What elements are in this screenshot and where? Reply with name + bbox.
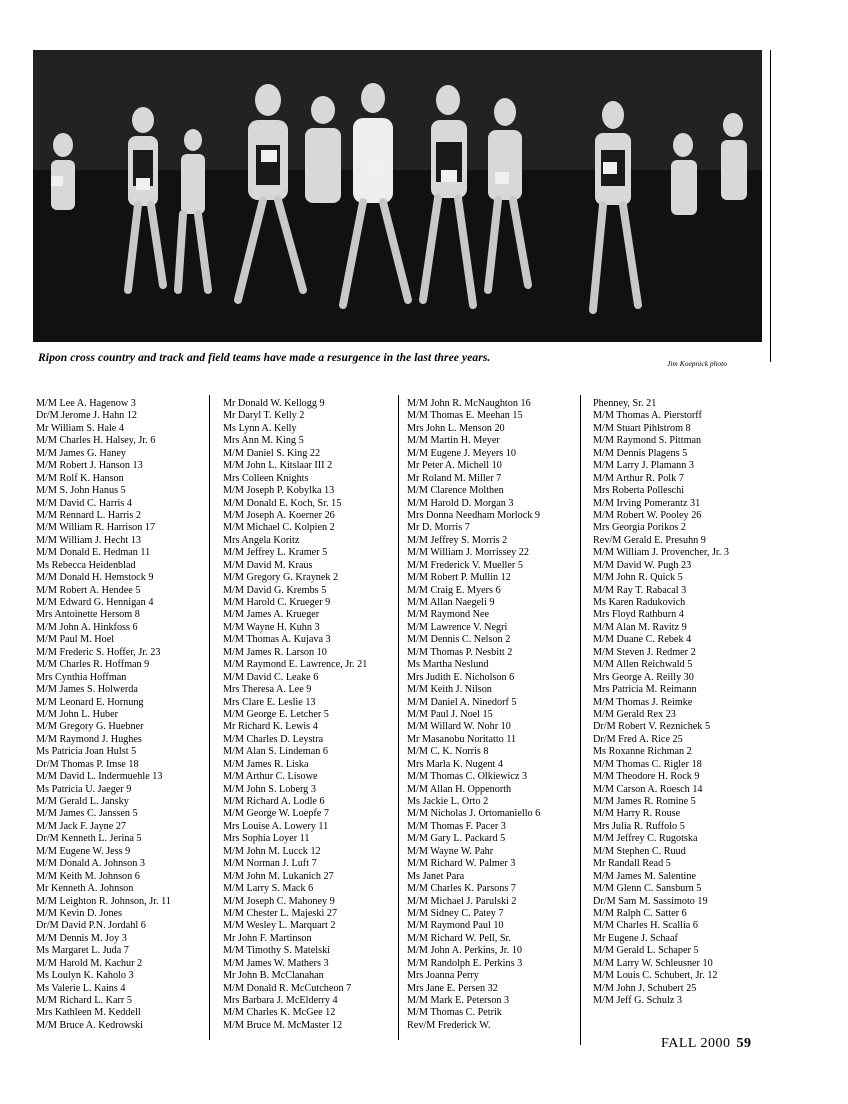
donor-entry: M/M Chester L. Majeski 27 xyxy=(223,907,338,919)
donor-entry: M/M Leonard E. Hornung xyxy=(36,696,144,708)
donor-entry: M/M Dennis M. Joy 3 xyxy=(36,932,127,944)
donor-entry: M/M Mark E. Peterson 3 xyxy=(407,995,510,1006)
donor-entry: M/M Wesley L. Marquart 2 xyxy=(223,920,336,932)
donor-entry: M/M Donald A. Johnson 3 xyxy=(36,858,145,870)
donor-entry: Mrs Cynthia Hoffman xyxy=(36,671,127,683)
donor-entry: M/M Irving Pomerantz 31 xyxy=(593,497,701,509)
donor-entry: Mrs Marla K. Nugent 4 xyxy=(407,758,503,770)
donor-entry: M/M Alan S. Lindeman 6 xyxy=(223,746,328,758)
donor-entry: M/M Richard W. Palmer 3 xyxy=(407,858,516,870)
donor-entry: M/M Daniel S. King 22 xyxy=(223,447,321,459)
donor-entry: M/M Louis C. Schubert, Jr. 12 xyxy=(593,970,718,982)
donor-entry: M/M Larry S. Mack 6 xyxy=(223,883,314,895)
donor-entry: Mr Daryl T. Kelly 2 xyxy=(223,410,305,422)
donor-entry: M/M James A. Krueger xyxy=(223,609,320,621)
donor-entry: M/M Charles R. Hoffman 9 xyxy=(36,659,150,671)
donor-entry: Mrs Ann M. King 5 xyxy=(223,435,304,447)
donor-entry: M/M Kevin D. Jones xyxy=(36,907,123,919)
donor-entry: M/M Robert W. Pooley 26 xyxy=(593,509,702,521)
donor-entry: Mrs Kathleen M. Keddell xyxy=(36,1007,141,1019)
donor-entry: M/M David L. Indermuehle 13 xyxy=(36,771,163,783)
donor-entry: M/M Raymond J. Hughes xyxy=(36,733,142,745)
donor-entry: Rev/M Frederick W. xyxy=(407,1019,491,1031)
donor-entry: M/M Gregory G. Kraynek 2 xyxy=(223,572,339,584)
donor-list-column-4 xyxy=(593,398,729,1007)
donor-entry: M/M James W. Mathers 3 xyxy=(223,957,329,969)
donor-entry: M/M Richard A. Lodle 6 xyxy=(223,796,325,807)
donor-entry: M/M James R. Liska xyxy=(223,758,309,770)
donor-entry: M/M Raymond Paul 10 xyxy=(407,920,504,932)
donor-entry: M/M Gerald L. Jansky xyxy=(36,796,129,807)
donor-entry: Mr John F. Martinson xyxy=(223,932,312,944)
donor-entry: M/M John M. Lucck 12 xyxy=(223,845,321,857)
donor-entry: M/M Duane C. Rebek 4 xyxy=(593,634,692,646)
donor-entry: M/M John A. Hinkfoss 6 xyxy=(36,621,138,633)
donor-entry: M/M Bruce M. McMaster 12 xyxy=(223,1019,343,1031)
donor-entry: Dr/M David P.N. Jordahl 6 xyxy=(36,920,146,932)
donor-entry: M/M Gerald Rex 23 xyxy=(593,708,676,720)
donor-entry: Mrs Floyd Rathburn 4 xyxy=(593,609,684,621)
donor-entry: M/M Robert A. Hendee 5 xyxy=(36,584,141,596)
donor-entry: M/M Rennard L. Harris 2 xyxy=(36,509,141,521)
donor-entry: Phenney, Sr. 21 xyxy=(593,398,657,409)
donor-entry: M/M Timothy S. Matelski xyxy=(223,945,330,957)
donor-entry: M/M Raymond Nee xyxy=(407,609,490,621)
donor-entry: Ms Patricia U. Jaeger 9 xyxy=(36,783,132,795)
donor-entry: M/M Arthur C. Lisowe xyxy=(223,771,318,783)
donor-entry: M/M Gary L. Packard 5 xyxy=(407,833,506,845)
donor-entry: Mr Richard K. Lewis 4 xyxy=(223,721,318,733)
donor-list-column-3 xyxy=(407,398,540,1032)
donor-entry: Mrs Louise A. Lowery 11 xyxy=(223,820,329,832)
donor-entry: Mrs Theresa A. Lee 9 xyxy=(223,684,312,696)
donor-entry: M/M Charles H. Scallia 6 xyxy=(593,920,698,932)
donor-entry: Ms Patricia Joan Hulst 5 xyxy=(36,746,137,758)
donor-entry: Mr William S. Hale 4 xyxy=(36,422,124,434)
donor-entry: M/M John R. McNaughton 16 xyxy=(407,398,531,409)
donor-entry: M/M Michael C. Kolpien 2 xyxy=(223,522,335,534)
issue-label: FALL 2000 xyxy=(661,1036,731,1051)
donor-entry: M/M Thomas C. Rigler 18 xyxy=(593,758,702,770)
donor-entry: Mrs Barbara J. McElderry 4 xyxy=(223,995,338,1006)
donor-entry: M/M Leighton R. Johnson, Jr. 11 xyxy=(36,895,171,907)
donor-entry: M/M Martin H. Meyer xyxy=(407,435,500,447)
donor-entry: Ms Janet Para xyxy=(407,870,465,882)
donor-entry: Mrs Antoinette Hersom 8 xyxy=(36,609,140,621)
donor-entry: Mrs Donna Needham Morlock 9 xyxy=(407,509,540,521)
donor-entry: M/M George E. Letcher 5 xyxy=(223,708,329,720)
runners-photo-illustration xyxy=(33,50,762,342)
donor-entry: Mrs Julia R. Ruffolo 5 xyxy=(593,820,685,832)
photo-side-rule xyxy=(770,50,771,362)
donor-entry: M/M John R. Quick 5 xyxy=(593,572,683,584)
donor-entry: M/M Sidney C. Patey 7 xyxy=(407,907,504,919)
photo-caption: Ripon cross country and track and field teams have made a resurgence in the last three years. xyxy=(38,352,491,364)
donor-entry: Ms Valerie L. Kains 4 xyxy=(36,982,126,994)
donor-entry: M/M Stuart Pihlstrom 8 xyxy=(593,422,691,434)
donor-entry: Ms Loulyn K. Kaholo 3 xyxy=(36,970,134,982)
donor-entry: Mr Roland M. Miller 7 xyxy=(407,472,502,484)
donor-entry: M/M Allan Naegeli 9 xyxy=(407,597,495,608)
donor-entry: M/M Glenn C. Sansburn 5 xyxy=(593,883,702,895)
donor-entry: M/M C. K. Norris 8 xyxy=(407,746,489,758)
donor-entry: M/M Dennis C. Nelson 2 xyxy=(407,634,511,646)
donor-entry: M/M David C. Leake 6 xyxy=(223,671,319,683)
donor-entry: M/M Willard W. Nohr 10 xyxy=(407,721,511,733)
donor-entry: Mrs Roberta Polleschi xyxy=(593,485,685,497)
donor-entry: Dr/M Sam M. Sassimoto 19 xyxy=(593,895,708,907)
donor-entry: M/M Keith J. Nilson xyxy=(407,684,492,696)
donor-entry: M/M Arthur R. Polk 7 xyxy=(593,472,684,484)
donor-entry: Ms Lynn A. Kelly xyxy=(223,422,297,434)
donor-entry: M/M Donald R. McCutcheon 7 xyxy=(223,982,352,994)
donor-entry: M/M Wayne W. Pahr xyxy=(407,845,494,857)
photo-credit: Jim Koepnick photo xyxy=(667,359,727,368)
donor-entry: M/M Keith M. Johnson 6 xyxy=(36,870,140,882)
donor-entry: Mr Eugene J. Schaaf xyxy=(593,932,678,944)
donor-entry: Dr/M Jerome J. Hahn 12 xyxy=(36,410,138,422)
donor-entry: M/M Eugene J. Meyers 10 xyxy=(407,447,516,459)
donor-entry: M/M Norman J. Luft 7 xyxy=(223,858,317,870)
column-divider xyxy=(398,395,399,1040)
donor-entry: Mr Peter A. Michell 10 xyxy=(407,460,502,472)
donor-entry: M/M Thomas E. Meehan 15 xyxy=(407,410,523,422)
donor-list-column-2 xyxy=(223,398,367,1032)
donor-entry: M/M Harold M. Kachur 2 xyxy=(36,957,143,969)
donor-entry: M/M Raymond E. Lawrence, Jr. 21 xyxy=(223,659,368,671)
donor-list-column-1 xyxy=(36,398,171,1032)
donor-entry: M/M John L. Kitslaar III 2 xyxy=(223,460,333,472)
donor-entry: M/M Wayne H. Kuhn 3 xyxy=(223,621,320,633)
donor-entry: M/M John A. Perkins, Jr. 10 xyxy=(407,945,522,957)
donor-entry: Mr Donald W. Kellogg 9 xyxy=(223,398,325,409)
donor-entry: M/M Ray T. Rabacal 3 xyxy=(593,584,687,596)
donor-entry: M/M James C. Janssen 5 xyxy=(36,808,138,820)
donor-entry: M/M David C. Harris 4 xyxy=(36,497,132,509)
column-divider xyxy=(580,395,581,1045)
donor-entry: M/M William J. Provencher, Jr. 3 xyxy=(593,547,729,559)
donor-entry: M/M Frederic S. Hoffer, Jr. 23 xyxy=(36,646,161,658)
donor-entry: M/M Stephen C. Ruud xyxy=(593,845,686,857)
donor-entry: M/M Alan M. Ravitz 9 xyxy=(593,621,687,633)
donor-entry: M/M Harry R. Rouse xyxy=(593,808,681,820)
donor-entry: Mrs Colleen Knights xyxy=(223,472,309,484)
donor-entry: Mrs John L. Menson 20 xyxy=(407,422,505,434)
donor-entry: Dr/M Robert V. Reznichek 5 xyxy=(593,721,711,733)
donor-entry: M/M Gregory G. Huebner xyxy=(36,721,144,733)
donor-entry: M/M Thomas J. Reimke xyxy=(593,696,693,708)
donor-entry: Ms Jackie L. Orto 2 xyxy=(407,796,489,807)
donor-entry: M/M Harold D. Morgan 3 xyxy=(407,497,514,509)
donor-entry: Mrs Clare E. Leslie 13 xyxy=(223,696,316,708)
donor-entry: M/M Gerald L. Schaper 5 xyxy=(593,945,699,957)
donor-entry: M/M Richard W. Pell, Sr. xyxy=(407,932,511,944)
donor-entry: M/M Dennis Plagens 5 xyxy=(593,447,688,459)
donor-entry: M/M Frederick V. Mueller 5 xyxy=(407,559,523,571)
donor-entry: M/M Clarence Molthen xyxy=(407,485,504,497)
donor-entry: M/M Carson A. Roesch 14 xyxy=(593,783,703,795)
donor-entry: Mrs Patricia M. Reimann xyxy=(593,684,697,696)
donor-entry: Mr Masanobu Noritatto 11 xyxy=(407,733,517,745)
donor-entry: M/M Lawrence V. Negri xyxy=(407,621,508,633)
donor-entry: Ms Rebecca Heidenblad xyxy=(36,559,136,571)
donor-entry: M/M Paul M. Hoel xyxy=(36,634,115,646)
donor-entry: Rev/M Gerald E. Presuhn 9 xyxy=(593,534,706,546)
donor-entry: M/M Allan H. Oppenorth xyxy=(407,783,512,795)
donor-entry: M/M Thomas A. Kujava 3 xyxy=(223,634,331,646)
donor-entry: M/M Daniel A. Ninedorf 5 xyxy=(407,696,517,708)
donor-entry: M/M Jeffrey L. Kramer 5 xyxy=(223,547,328,559)
donor-entry: Ms Martha Neslund xyxy=(407,659,489,671)
donor-entry: M/M John M. Lukanich 27 xyxy=(223,870,334,882)
donor-entry: M/M Joseph A. Koerner 26 xyxy=(223,509,335,521)
donor-entry: Mrs Georgia Porikos 2 xyxy=(593,522,686,534)
donor-entry: Mr D. Morris 7 xyxy=(407,522,470,534)
donor-entry: M/M Thomas P. Nesbitt 2 xyxy=(407,646,513,658)
donor-entry: M/M William J. Hecht 13 xyxy=(36,534,141,546)
donor-entry: Mr John B. McClanahan xyxy=(223,970,324,982)
donor-entry: M/M Donald E. Hedman 11 xyxy=(36,547,151,559)
donor-entry: M/M Theodore H. Rock 9 xyxy=(593,771,700,783)
donor-entry: M/M James R. Larson 10 xyxy=(223,646,327,658)
donor-entry: Mrs George A. Reilly 30 xyxy=(593,671,694,683)
donor-entry: M/M Donald H. Hemstock 9 xyxy=(36,572,154,584)
donor-entry: Mrs Sophia Loyer 11 xyxy=(223,833,310,845)
donor-entry: M/M Robert J. Hanson 13 xyxy=(36,460,143,472)
donor-entry: M/M David M. Kraus xyxy=(223,559,313,571)
donor-entry: M/M Robert P. Mullin 12 xyxy=(407,572,511,584)
donor-entry: M/M Thomas A. Pierstorff xyxy=(593,410,702,422)
runners-photo xyxy=(33,50,762,342)
donor-entry: M/M John J. Schubert 25 xyxy=(593,982,697,994)
donor-entry: M/M Jeffrey C. Rugotska xyxy=(593,833,698,845)
donor-entry: M/M Craig E. Myers 6 xyxy=(407,584,501,596)
donor-entry: M/M Richard L. Karr 5 xyxy=(36,995,132,1006)
donor-entry: M/M Charles H. Halsey, Jr. 6 xyxy=(36,435,156,447)
donor-entry: M/M Nicholas J. Ortomaniello 6 xyxy=(407,808,541,820)
donor-entry: Dr/M Kenneth L. Jerina 5 xyxy=(36,833,142,845)
donor-entry: Mrs Joanna Perry xyxy=(407,970,479,982)
donor-entry: M/M Charles K. Parsons 7 xyxy=(407,883,516,895)
donor-entry: M/M David G. Krembs 5 xyxy=(223,584,327,596)
donor-entry: M/M William R. Harrison 17 xyxy=(36,522,156,534)
donor-entry: Ms Margaret L. Juda 7 xyxy=(36,945,129,957)
donor-entry: M/M James M. Salentine xyxy=(593,870,696,882)
donor-entry: M/M Charles K. McGee 12 xyxy=(223,1007,336,1019)
donor-entry: M/M George W. Loepfe 7 xyxy=(223,808,329,820)
page-footer xyxy=(661,1036,751,1052)
donor-entry: Mr Kenneth A. Johnson xyxy=(36,883,134,895)
donor-entry: M/M Allen Reichwald 5 xyxy=(593,659,693,671)
donor-entry: M/M Donald E. Koch, Sr. 15 xyxy=(223,497,342,509)
donor-entry: M/M Randolph E. Perkins 3 xyxy=(407,957,523,969)
donor-entry: M/M Joseph C. Mahoney 9 xyxy=(223,895,335,907)
donor-entry: Dr/M Thomas P. Imse 18 xyxy=(36,758,139,770)
donor-entry: M/M John S. Loberg 3 xyxy=(223,783,316,795)
donor-entry: M/M Charles D. Leystra xyxy=(223,733,324,745)
donor-entry: Mr Randall Read 5 xyxy=(593,858,671,870)
donor-entry: M/M Larry W. Schleusner 10 xyxy=(593,957,713,969)
donor-entry: Mrs Judith E. Nicholson 6 xyxy=(407,671,515,683)
donor-entry: M/M Paul J. Noel 15 xyxy=(407,708,493,720)
donor-entry: Ms Karen Radukovich xyxy=(593,597,686,608)
donor-entry: M/M Ralph C. Satter 6 xyxy=(593,907,687,919)
donor-entry: M/M Larry J. Plamann 3 xyxy=(593,460,695,472)
donor-entry: M/M Jeffrey S. Morris 2 xyxy=(407,534,508,546)
donor-entry: Mrs Jane E. Persen 32 xyxy=(407,982,498,994)
donor-entry: M/M Lee A. Hagenow 3 xyxy=(36,398,136,409)
donor-entry: M/M William J. Morrissey 22 xyxy=(407,547,529,559)
donor-entry: M/M Bruce A. Kedrowski xyxy=(36,1019,143,1031)
donor-entry: Dr/M Fred A. Rice 25 xyxy=(593,733,683,745)
donor-entry: M/M Rolf K. Hanson xyxy=(36,472,124,484)
donor-entry: M/M S. John Hanus 5 xyxy=(36,485,126,497)
donor-entry: M/M John L. Huber xyxy=(36,708,119,720)
donor-entry: M/M Raymond S. Pittman xyxy=(593,435,702,447)
donor-entry: M/M James G. Haney xyxy=(36,447,126,459)
donor-entry: M/M Thomas F. Pacer 3 xyxy=(407,820,506,832)
donor-entry: M/M Jeff G. Schulz 3 xyxy=(593,995,682,1006)
column-divider xyxy=(209,395,210,1040)
donor-entry: M/M James S. Holwerda xyxy=(36,684,138,696)
donor-entry: M/M Thomas C. Olkiewicz 3 xyxy=(407,771,528,783)
donor-entry: M/M Edward G. Hennigan 4 xyxy=(36,597,154,608)
page-number: 59 xyxy=(736,1036,752,1051)
donor-entry: Mrs Angela Koritz xyxy=(223,534,300,546)
donor-entry: M/M David W. Pugh 23 xyxy=(593,559,692,571)
donor-entry: M/M Joseph P. Kobylka 13 xyxy=(223,485,335,497)
donor-entry: M/M Harold C. Krueger 9 xyxy=(223,597,331,608)
donor-entry: M/M James R. Romine 5 xyxy=(593,796,696,807)
donor-entry: M/M Michael J. Parulski 2 xyxy=(407,895,517,907)
donor-entry: Ms Roxanne Richman 2 xyxy=(593,746,692,758)
donor-entry: M/M Eugene W. Jess 9 xyxy=(36,845,131,857)
donor-entry: M/M Thomas C. Petrik xyxy=(407,1007,502,1019)
donor-entry: M/M Steven J. Redmer 2 xyxy=(593,646,696,658)
donor-entry: M/M Jack F. Jayne 27 xyxy=(36,820,127,832)
